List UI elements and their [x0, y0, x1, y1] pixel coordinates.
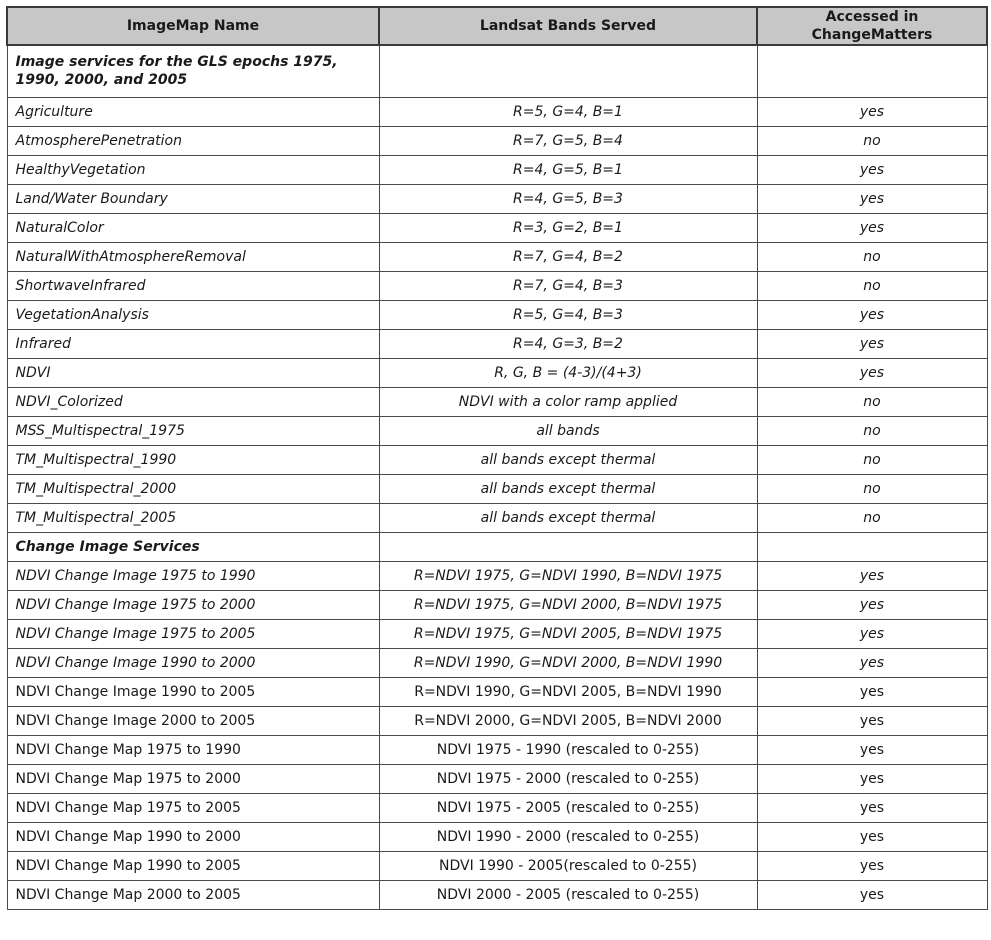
bands-cell: NDVI 1975 - 2000 (rescaled to 0-255) [379, 764, 757, 793]
bands-cell [379, 532, 757, 561]
accessed-cell: yes [757, 793, 987, 822]
bands-cell: NDVI 1975 - 2005 (rescaled to 0-255) [379, 793, 757, 822]
accessed-cell: no [757, 387, 987, 416]
name-cell: NaturalWithAtmosphereRemoval [7, 242, 379, 271]
name-cell: NDVI Change Map 1975 to 2000 [7, 764, 379, 793]
table-row [7, 416, 987, 445]
bands-cell: NDVI 1990 - 2005(rescaled to 0-255) [379, 851, 757, 880]
name-cell: NDVI Change Map 1990 to 2000 [7, 822, 379, 851]
accessed-cell: no [757, 242, 987, 271]
accessed-cell: yes [757, 822, 987, 851]
table-row [7, 97, 987, 126]
name-cell: NDVI Change Map 1975 to 2005 [7, 793, 379, 822]
bands-cell: R=7, G=4, B=3 [379, 271, 757, 300]
imagemap-table [6, 6, 988, 910]
section-row [7, 532, 987, 561]
accessed-cell: yes [757, 358, 987, 387]
header-accessed: Accessed in ChangeMatters [757, 7, 987, 45]
bands-cell: R=NDVI 1990, G=NDVI 2005, B=NDVI 1990 [379, 677, 757, 706]
bands-cell: NDVI with a color ramp applied [379, 387, 757, 416]
table-row [7, 503, 987, 532]
name-cell: NDVI Change Image 1975 to 1990 [7, 561, 379, 590]
bands-cell: R=7, G=5, B=4 [379, 126, 757, 155]
accessed-cell: no [757, 271, 987, 300]
table-row [7, 561, 987, 590]
bands-cell: R=NDVI 1975, G=NDVI 2005, B=NDVI 1975 [379, 619, 757, 648]
name-cell: NDVI Change Image 2000 to 2005 [7, 706, 379, 735]
table-row [7, 706, 987, 735]
table-row [7, 184, 987, 213]
accessed-cell: yes [757, 300, 987, 329]
bands-cell: all bands [379, 416, 757, 445]
table-row [7, 329, 987, 358]
name-cell: Agriculture [7, 97, 379, 126]
bands-cell: R=5, G=4, B=3 [379, 300, 757, 329]
bands-cell: all bands except thermal [379, 503, 757, 532]
accessed-cell: yes [757, 764, 987, 793]
accessed-cell: yes [757, 735, 987, 764]
name-cell: Change Image Services [7, 532, 379, 561]
bands-cell: R=NDVI 1975, G=NDVI 1990, B=NDVI 1975 [379, 561, 757, 590]
name-cell: NDVI [7, 358, 379, 387]
name-cell: NDVI Change Image 1990 to 2005 [7, 677, 379, 706]
bands-cell: all bands except thermal [379, 445, 757, 474]
name-cell: TM_Multispectral_2005 [7, 503, 379, 532]
accessed-cell: yes [757, 880, 987, 909]
accessed-cell [757, 45, 987, 97]
bands-cell: R=4, G=3, B=2 [379, 329, 757, 358]
table-row [7, 155, 987, 184]
name-cell: Image services for the GLS epochs 1975, 1990, 2000, and 2005 [7, 45, 379, 97]
bands-cell: NDVI 1990 - 2000 (rescaled to 0-255) [379, 822, 757, 851]
accessed-cell: no [757, 474, 987, 503]
bands-cell: R=4, G=5, B=1 [379, 155, 757, 184]
name-cell: AtmospherePenetration [7, 126, 379, 155]
table-row [7, 590, 987, 619]
bands-cell: NDVI 1975 - 1990 (rescaled to 0-255) [379, 735, 757, 764]
table-row [7, 445, 987, 474]
name-cell: Land/Water Boundary [7, 184, 379, 213]
table-row [7, 242, 987, 271]
bands-cell: R, G, B = (4-3)/(4+3) [379, 358, 757, 387]
table-row [7, 213, 987, 242]
table-row [7, 880, 987, 909]
name-cell: Infrared [7, 329, 379, 358]
accessed-cell: no [757, 126, 987, 155]
table-row [7, 474, 987, 503]
accessed-cell: yes [757, 590, 987, 619]
table-row [7, 300, 987, 329]
header-landsat-bands: Landsat Bands Served [379, 7, 757, 45]
bands-cell: R=7, G=4, B=2 [379, 242, 757, 271]
name-cell: NDVI Change Image 1990 to 2000 [7, 648, 379, 677]
table-row [7, 822, 987, 851]
accessed-cell: yes [757, 706, 987, 735]
accessed-cell: yes [757, 97, 987, 126]
name-cell: NDVI Change Map 1990 to 2005 [7, 851, 379, 880]
table-body [7, 45, 987, 909]
table-row [7, 851, 987, 880]
table-row [7, 677, 987, 706]
accessed-cell: no [757, 445, 987, 474]
name-cell: NDVI Change Image 1975 to 2000 [7, 590, 379, 619]
table-row [7, 271, 987, 300]
header-imagemap-name: ImageMap Name [7, 7, 379, 45]
header-row [7, 7, 987, 45]
name-cell: NDVI_Colorized [7, 387, 379, 416]
accessed-cell: yes [757, 648, 987, 677]
bands-cell: R=NDVI 1975, G=NDVI 2000, B=NDVI 1975 [379, 590, 757, 619]
table-row [7, 764, 987, 793]
accessed-cell: yes [757, 677, 987, 706]
accessed-cell: yes [757, 619, 987, 648]
section-row [7, 45, 987, 97]
name-cell: HealthyVegetation [7, 155, 379, 184]
accessed-cell: yes [757, 561, 987, 590]
table-row [7, 735, 987, 764]
table-row [7, 358, 987, 387]
bands-cell: R=5, G=4, B=1 [379, 97, 757, 126]
bands-cell: R=3, G=2, B=1 [379, 213, 757, 242]
table-row [7, 793, 987, 822]
bands-cell: R=NDVI 2000, G=NDVI 2005, B=NDVI 2000 [379, 706, 757, 735]
name-cell: MSS_Multispectral_1975 [7, 416, 379, 445]
accessed-cell: yes [757, 184, 987, 213]
accessed-cell: yes [757, 329, 987, 358]
name-cell: TM_Multispectral_1990 [7, 445, 379, 474]
name-cell: NDVI Change Image 1975 to 2005 [7, 619, 379, 648]
accessed-cell: yes [757, 213, 987, 242]
accessed-cell: yes [757, 851, 987, 880]
table-row [7, 387, 987, 416]
name-cell: ShortwaveInfrared [7, 271, 379, 300]
name-cell: NaturalColor [7, 213, 379, 242]
name-cell: NDVI Change Map 1975 to 1990 [7, 735, 379, 764]
name-cell: TM_Multispectral_2000 [7, 474, 379, 503]
name-cell: VegetationAnalysis [7, 300, 379, 329]
bands-cell: R=NDVI 1990, G=NDVI 2000, B=NDVI 1990 [379, 648, 757, 677]
bands-cell: NDVI 2000 - 2005 (rescaled to 0-255) [379, 880, 757, 909]
accessed-cell: no [757, 503, 987, 532]
accessed-cell: no [757, 416, 987, 445]
bands-cell [379, 45, 757, 97]
name-cell: NDVI Change Map 2000 to 2005 [7, 880, 379, 909]
table-row [7, 648, 987, 677]
bands-cell: R=4, G=5, B=3 [379, 184, 757, 213]
bands-cell: all bands except thermal [379, 474, 757, 503]
accessed-cell: yes [757, 155, 987, 184]
table-row [7, 126, 987, 155]
accessed-cell [757, 532, 987, 561]
table-row [7, 619, 987, 648]
